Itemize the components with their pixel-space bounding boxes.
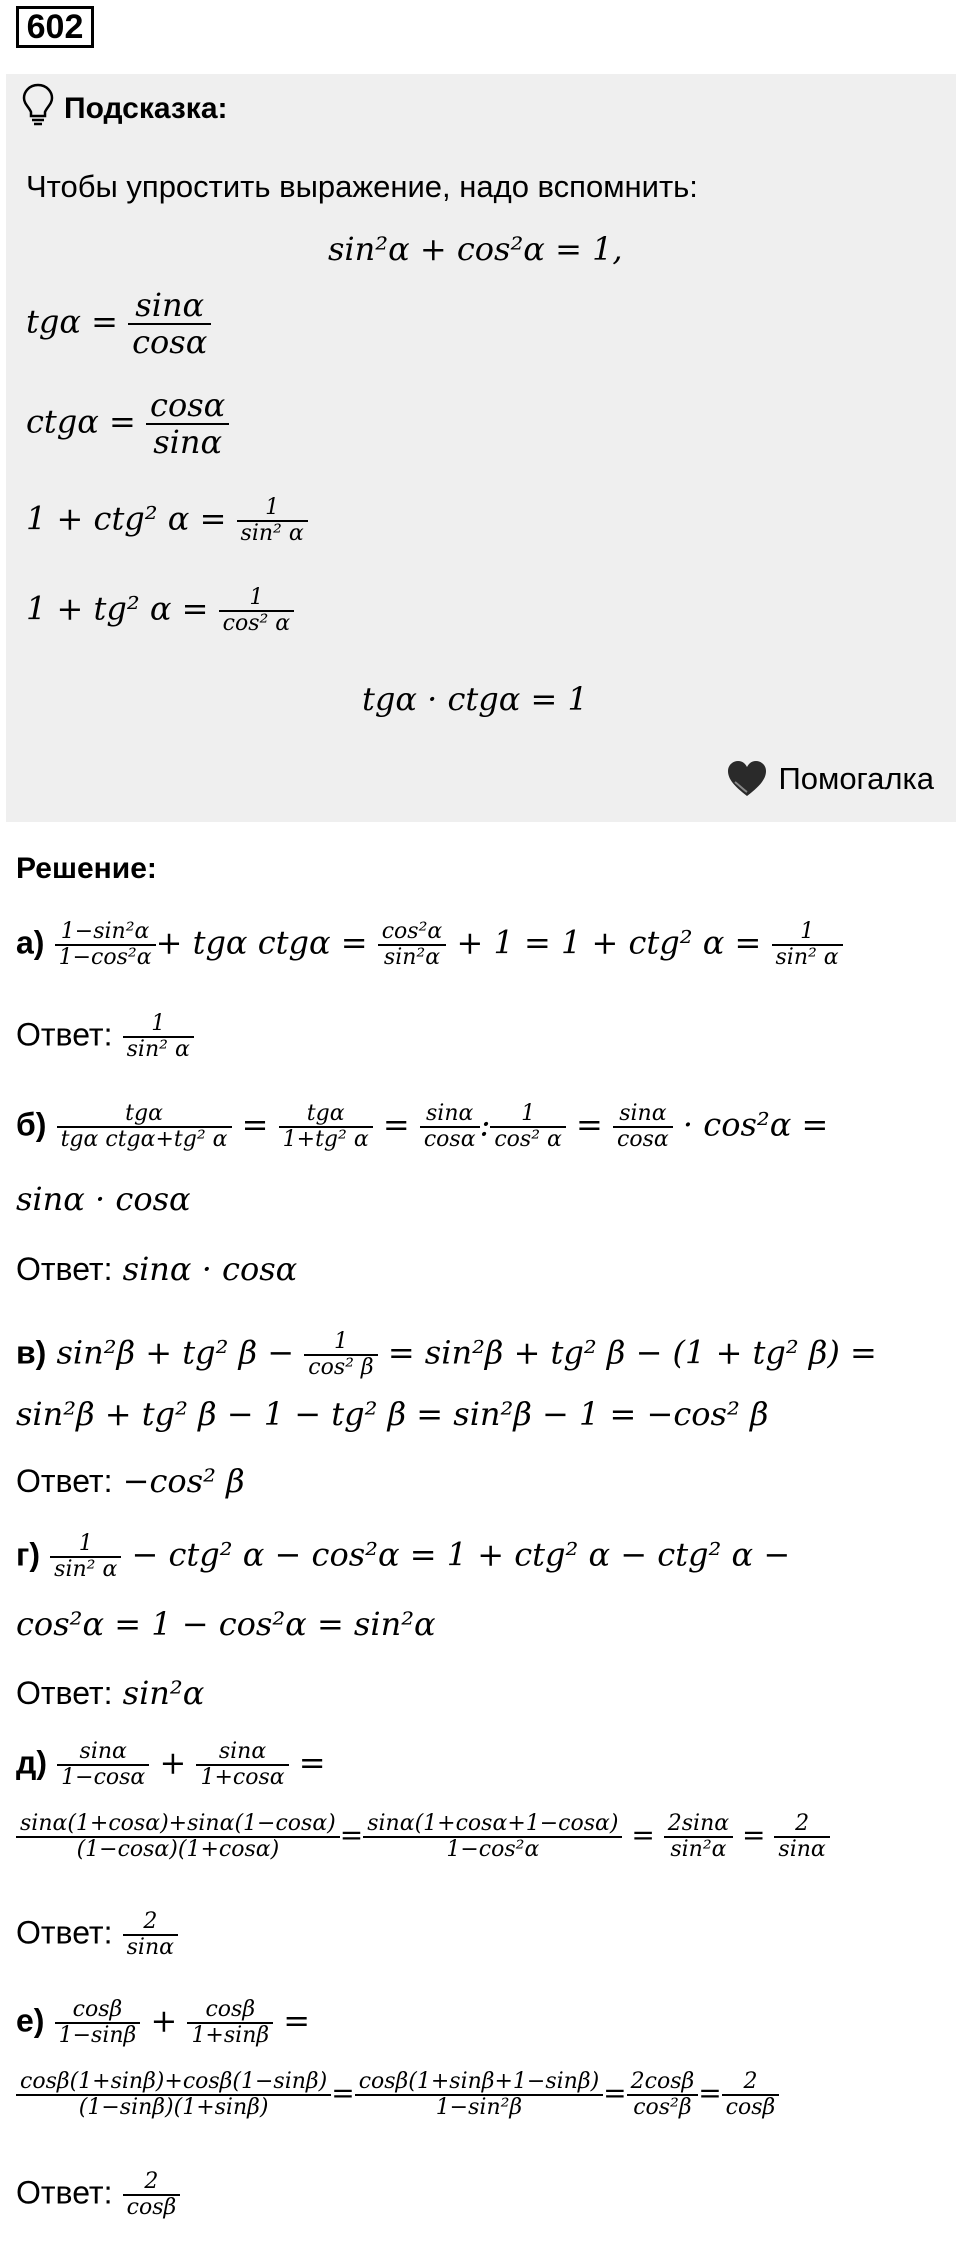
a-f3-num: 1 <box>772 920 843 946</box>
a-fraction-1 <box>55 920 156 970</box>
step-d-line2 <box>16 1812 830 1862</box>
b-tail: · cos²α = <box>682 1105 829 1144</box>
g-fraction-1 <box>50 1532 121 1582</box>
answer-v <box>16 1462 245 1500</box>
answer-d-fraction <box>123 1910 178 1960</box>
b-fraction-5 <box>613 1102 673 1152</box>
tg-identity-den: cos² α <box>222 611 291 637</box>
e-f5-num: 2cosβ <box>627 2070 699 2096</box>
answer-e <box>16 2170 180 2220</box>
answer-e-den: cosβ <box>126 2195 177 2221</box>
tg-identity-left: 1 + tg² α = <box>26 589 209 628</box>
e-eq-2: = <box>331 2076 355 2110</box>
b-f1-den: tgα ctgα+tg² α <box>60 1127 228 1153</box>
d-eq: = <box>298 1743 326 1782</box>
e-fraction-1 <box>55 1998 141 2048</box>
e-f4-num: cosβ(1+sinβ+1−sinβ) <box>355 2070 603 2096</box>
brand-label: Помогалка <box>778 761 934 796</box>
e-eq-4: = <box>698 2076 722 2110</box>
e-fraction-4 <box>355 2070 603 2120</box>
step-e <box>16 1998 310 2048</box>
d-f5-den: sin²α <box>670 1837 727 1863</box>
b-eq-3: = <box>576 1105 603 1144</box>
d-eq-2: = <box>339 1818 364 1852</box>
answer-a-num: 1 <box>123 1012 194 1038</box>
d-f6-den: sinα <box>778 1837 826 1863</box>
d-eq-4: = <box>742 1818 766 1852</box>
tg-num: sinα <box>128 288 211 325</box>
d-f4-den: 1−cos²α <box>446 1837 540 1863</box>
step-b-line2: sinα · cosα <box>16 1180 191 1218</box>
d-fraction-2 <box>196 1740 288 1790</box>
tg-identity-num: 1 <box>219 586 295 612</box>
step-g-line2: cos²α = 1 − cos²α = sin²α <box>16 1605 436 1643</box>
hint-intro: Чтобы упростить выражение, надо вспомнить: <box>26 169 698 204</box>
answer-g <box>16 1674 204 1712</box>
d-fraction-5 <box>664 1812 733 1862</box>
answer-e-fraction <box>123 2170 181 2220</box>
hint-title: Подсказка: <box>64 92 228 125</box>
ctg-identity-den: sin² α <box>240 521 304 547</box>
e-fraction-3 <box>16 2070 331 2120</box>
tg-identity-formula <box>26 586 294 636</box>
e-f5-den: cos²β <box>633 2095 692 2121</box>
b-eq-1: = <box>241 1105 269 1144</box>
tg-left: tgα = <box>26 302 118 341</box>
ctg-num: cosα <box>146 388 229 425</box>
b-colon: : <box>479 1105 491 1144</box>
ctg-left: ctgα = <box>26 402 136 441</box>
e-f3-den: (1−sinβ)(1+sinβ) <box>78 2095 269 2121</box>
identity-formula: sin²α + cos²α = 1, <box>328 230 623 268</box>
e-f1-num: cosβ <box>55 1998 141 2024</box>
answer-d-den: sinα <box>126 1935 174 1961</box>
answer-e-num: 2 <box>123 2170 181 2196</box>
g-text-1: − ctg² α − cos²α = 1 + ctg² α − ctg² α − <box>131 1535 791 1574</box>
step-v-line2: sin²β + tg² β − 1 − tg² β = sin²β − 1 = −cos² β <box>16 1395 769 1433</box>
a-f1-den: 1−cos²α <box>58 945 152 971</box>
e-fraction-5 <box>627 2070 699 2120</box>
step-e-line2 <box>16 2070 779 2120</box>
d-f5-num: 2sinα <box>664 1812 733 1838</box>
e-f1-den: 1−sinβ <box>58 2023 137 2049</box>
step-v-label: в) <box>16 1334 47 1371</box>
tg-formula <box>26 288 211 360</box>
a-fraction-2 <box>378 920 447 970</box>
e-fraction-6 <box>722 2070 780 2120</box>
e-plus: + <box>150 2001 178 2040</box>
d-fraction-3 <box>16 1812 340 1862</box>
answer-d-num: 2 <box>123 1910 178 1936</box>
ctg-fraction <box>146 388 229 460</box>
answer-e-label: Ответ: <box>16 2174 113 2211</box>
b-f5-den: cosα <box>617 1127 669 1153</box>
answer-g-value: sin²α <box>122 1674 205 1712</box>
d-f2-num: sinα <box>196 1740 288 1766</box>
b-f4-den: cos² α <box>494 1127 562 1153</box>
b-fraction-1 <box>57 1102 232 1152</box>
e-f2-den: 1+sinβ <box>191 2023 270 2049</box>
e-f4-den: 1−sin²β <box>435 2095 523 2121</box>
v-fraction-1 <box>304 1330 377 1380</box>
d-f1-den: 1−cosα <box>61 1765 146 1791</box>
lightbulb-icon <box>20 82 56 126</box>
a-f3-den: sin² α <box>775 945 839 971</box>
e-f2-num: cosβ <box>187 1998 273 2024</box>
ctg-identity-fraction <box>237 496 308 546</box>
step-d <box>16 1740 326 1790</box>
step-b <box>16 1102 828 1152</box>
brand <box>726 760 934 798</box>
d-f1-num: sinα <box>57 1740 149 1766</box>
b-fraction-4 <box>490 1102 566 1152</box>
v-text-1: sin²β + tg² β − <box>56 1333 295 1372</box>
d-f2-den: 1+cosα <box>200 1765 285 1791</box>
tg-den: cosα <box>132 323 208 362</box>
answer-d <box>16 1910 178 1960</box>
v-f1-num: 1 <box>304 1330 377 1356</box>
d-f3-num: sinα(1+cosα)+sinα(1−cosα) <box>16 1812 340 1838</box>
solution-title: Решение: <box>16 852 157 885</box>
v-text-2: = sin²β + tg² β − (1 + tg² β) = <box>387 1333 877 1372</box>
b-f4-num: 1 <box>490 1102 566 1128</box>
d-fraction-1 <box>57 1740 149 1790</box>
tg-fraction <box>128 288 211 360</box>
d-eq-3: = <box>631 1818 655 1852</box>
d-f4-num: sinα(1+cosα+1−cosα) <box>363 1812 622 1838</box>
answer-v-value: −cos² β <box>122 1462 245 1500</box>
answer-d-label: Ответ: <box>16 1914 113 1951</box>
answer-a <box>16 1012 194 1062</box>
d-fraction-6 <box>774 1812 829 1862</box>
answer-b-label: Ответ: <box>16 1251 113 1287</box>
b-fraction-3 <box>420 1102 480 1152</box>
v-f1-den: cos² β <box>308 1355 374 1381</box>
a-fraction-3 <box>772 920 843 970</box>
b-f2-num: tgα <box>279 1102 373 1128</box>
step-a <box>16 920 843 970</box>
answer-g-label: Ответ: <box>16 1675 113 1711</box>
step-a-label: а) <box>16 924 45 961</box>
b-fraction-2 <box>279 1102 373 1152</box>
ctg-identity-formula <box>26 496 308 546</box>
answer-b <box>16 1250 297 1288</box>
d-fraction-4 <box>363 1812 622 1862</box>
step-d-label: д) <box>16 1744 47 1781</box>
e-eq-3: = <box>603 2076 627 2110</box>
step-v <box>16 1330 877 1380</box>
a-text-2: + 1 = 1 + ctg² α = <box>456 923 762 962</box>
a-f2-den: sin²α <box>383 945 441 971</box>
b-f2-den: 1+tg² α <box>282 1127 369 1153</box>
b-eq-2: = <box>382 1105 410 1144</box>
e-f3-num: cosβ(1+sinβ)+cosβ(1−sinβ) <box>16 2070 331 2096</box>
answer-a-label: Ответ: <box>16 1016 113 1053</box>
a-text-1: + tgα ctgα = <box>155 923 368 962</box>
task-number: 602 <box>16 6 94 48</box>
step-b-label: б) <box>16 1106 47 1143</box>
a-f1-num: 1−sin²α <box>55 920 156 946</box>
e-eq: = <box>283 2001 311 2040</box>
e-f6-den: cosβ <box>725 2095 776 2121</box>
ctg-identity-num: 1 <box>237 496 308 522</box>
b-f3-num: sinα <box>420 1102 480 1128</box>
g-f1-den: sin² α <box>54 1557 118 1583</box>
product-formula: tgα · ctgα = 1 <box>362 680 588 718</box>
step-g-label: г) <box>16 1536 40 1573</box>
heart-icon <box>726 760 768 798</box>
hint-box <box>6 74 956 822</box>
tg-identity-fraction <box>219 586 295 636</box>
d-f3-den: (1−cosα)(1+cosα) <box>76 1837 280 1863</box>
step-e-label: е) <box>16 2002 45 2039</box>
d-plus: + <box>159 1743 187 1782</box>
answer-a-fraction <box>123 1012 194 1062</box>
b-f5-num: sinα <box>613 1102 673 1128</box>
ctg-identity-left: 1 + ctg² α = <box>26 499 227 538</box>
ctg-den: sinα <box>153 423 223 462</box>
a-f2-num: cos²α <box>378 920 447 946</box>
answer-a-den: sin² α <box>126 1037 190 1063</box>
b-f3-den: cosα <box>423 1127 476 1153</box>
answer-v-label: Ответ: <box>16 1463 113 1499</box>
e-f6-num: 2 <box>722 2070 780 2096</box>
g-f1-num: 1 <box>50 1532 121 1558</box>
e-fraction-2 <box>187 1998 273 2048</box>
ctg-formula <box>26 388 229 460</box>
answer-b-value: sinα · cosα <box>122 1250 298 1288</box>
step-g <box>16 1532 790 1582</box>
d-f6-num: 2 <box>774 1812 829 1838</box>
b-f1-num: tgα <box>57 1102 232 1128</box>
